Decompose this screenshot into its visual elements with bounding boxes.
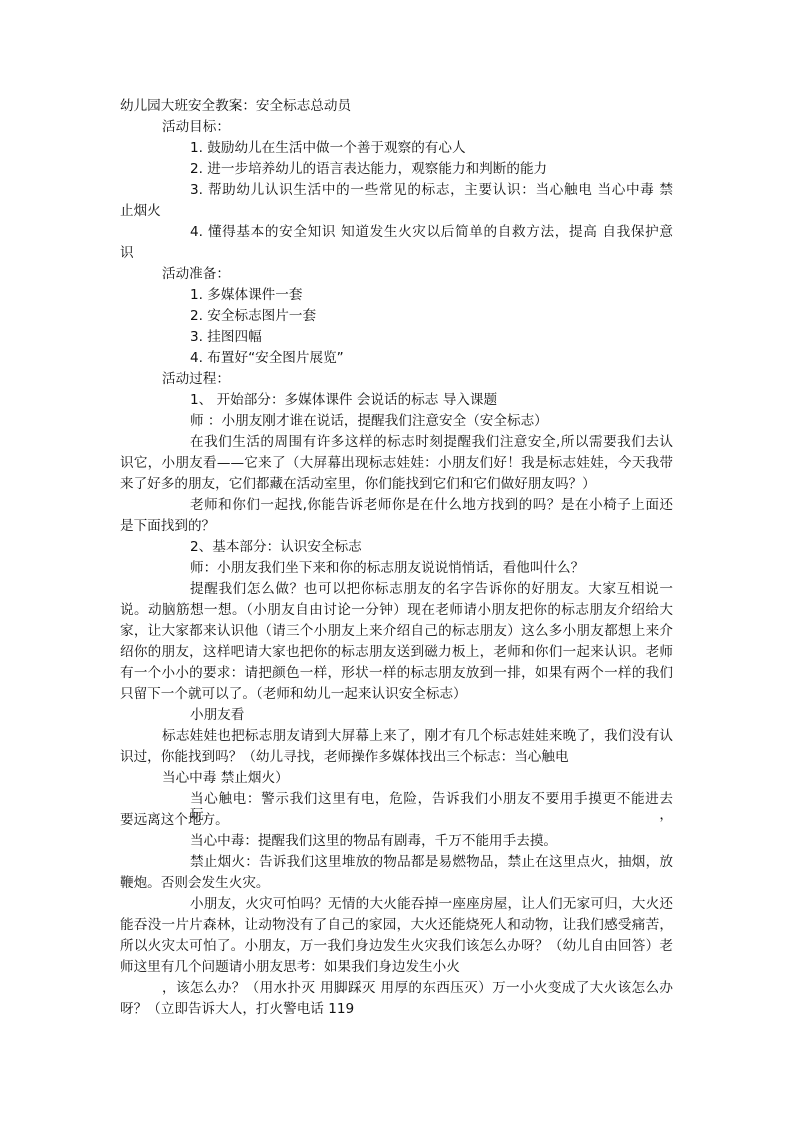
process-line: 识它，小朋友看——它来了（大屏幕出现标志娃娃：小朋友们好！我是标志娃娃，今天我带 — [120, 455, 673, 471]
process-line: 是下面找到的？ — [120, 518, 216, 534]
process-line: 所以火灾太可怕了。小朋友，万一我们身边发生火灾我们该怎么办呀？（幼儿自由回答）老 — [120, 938, 673, 954]
process-line: 标志娃娃也把标志朋友请到大屏幕上来了，刚才有几个标志娃娃来晚了，我们没有认 — [162, 728, 673, 744]
process-line: 只留下一个就可以了。（老师和幼儿一起来认识安全标志） — [120, 686, 467, 702]
goal-item-continued: 止烟火 — [120, 203, 161, 219]
process-line: 师 ：小朋友刚才谁在说话，提醒我们注意安全（安全标志） — [190, 413, 548, 429]
process-line: 有一个小小的要求：请把颜色一样，形状一样的标志朋友放到一排，如果有两个一样的我们 — [120, 665, 673, 681]
process-line: 师：小朋友我们坐下来和你的标志朋友说说悄悄话，看他叫什么？ — [190, 560, 585, 576]
process-line: 当心触电：警示我们这里有电，危险，告诉我们小朋友不要用手摸更不能进去玩， — [190, 791, 673, 823]
process-line: 禁止烟火：告诉我们这里堆放的物品都是易燃物品，禁止在这里点火，抽烟，放 — [190, 854, 673, 870]
process-line: 要远离这个地方。 — [120, 812, 229, 828]
goal-item: 3. 帮助幼儿认识生活中的一些常见的标志，主要认识：当心触电 当心中毒 禁 — [190, 182, 673, 198]
process-line: 能吞没一片片森林，让动物没有了自己的家园，大火还能烧死人和动物，让我们感受痛苦， — [120, 917, 673, 933]
prep-item: 2. 安全标志图片一套 — [190, 308, 317, 324]
process-line: 来了好多的朋友，它们都藏在活动室里，你们能找到它们和它们做好朋友吗？） — [120, 476, 596, 492]
process-line: 当心中毒 禁止烟火） — [162, 770, 289, 786]
process-line: 小朋友，火灾可怕吗？无情的大火能吞掉一座座房屋，让人们无家可归，大火还 — [190, 896, 673, 912]
process-line: 老师和你们一起找,你能告诉老师你是在什么地方找到的吗？是在小椅子上面还 — [190, 497, 673, 513]
process-line: 小朋友看 — [190, 707, 245, 723]
process-line: 师这里有几个问题请小朋友思考：如果我们身边发生小火 — [120, 959, 460, 975]
goal-item: 4. 懂得基本的安全知识 知道发生火灾以后简单的自救方法，提高 自我保护意 — [190, 224, 673, 240]
process-line: 提醒我们怎么做？也可以把你标志朋友的名字告诉你的好朋友。大家互相说一 — [190, 581, 673, 597]
goals-heading: 活动目标： — [162, 119, 230, 135]
process-heading: 活动过程： — [162, 371, 230, 387]
prep-item: 3. 挂图四幅 — [190, 329, 262, 345]
process-line: 2、基本部分：认识安全标志 — [190, 539, 362, 555]
process-line: 说。动脑筋想一想。（小朋友自由讨论一分钟）现在老师请小朋友把你的标志朋友介绍给大 — [120, 602, 673, 618]
process-line: 呀？（立即告诉大人，打火警电话 119 — [120, 1001, 355, 1017]
process-line: 在我们生活的周围有许多这样的标志时刻提醒我们注意安全,所以需要我们去认 — [190, 434, 673, 450]
prep-item: 1. 多媒体课件一套 — [190, 287, 303, 303]
prep-heading: 活动准备： — [162, 266, 230, 282]
process-line: 识过，你能找到吗？（幼儿寻找，老师操作多媒体找出三个标志：当心触电 — [120, 749, 569, 765]
prep-item: 4. 布置好“安全图片展览” — [190, 350, 344, 366]
process-line: 当心中毒：提醒我们这里的物品有剧毒，千万不能用手去摸。 — [190, 833, 558, 849]
goal-item: 1. 鼓励幼儿在生活中做一个善于观察的有心人 — [190, 140, 466, 156]
process-line: 绍你的朋友，这样吧请大家也把你的标志朋友送到磁力板上，老师和你们一起来认识。老师 — [120, 644, 673, 660]
goal-item: 2. 进一步培养幼儿的语言表达能力，观察能力和判断的能力 — [190, 161, 548, 177]
process-line: 鞭炮。否则会发生火灾。 — [120, 875, 270, 891]
goal-item-continued: 识 — [120, 245, 134, 261]
process-line: 1、 开始部分：多媒体课件 会说话的标志 导入课题 — [190, 392, 498, 408]
process-line: ，该怎么办？（用水扑灭 用脚踩灭 用厚的东西压灭）万一小火变成了大火该怎么办 — [162, 980, 673, 996]
process-line: 家，让大家都来认识他（请三个小朋友上来介绍自己的标志朋友）这么多小朋友都想上来介 — [120, 623, 673, 639]
document-title: 幼儿园大班安全教案：安全标志总动员 — [120, 98, 352, 114]
